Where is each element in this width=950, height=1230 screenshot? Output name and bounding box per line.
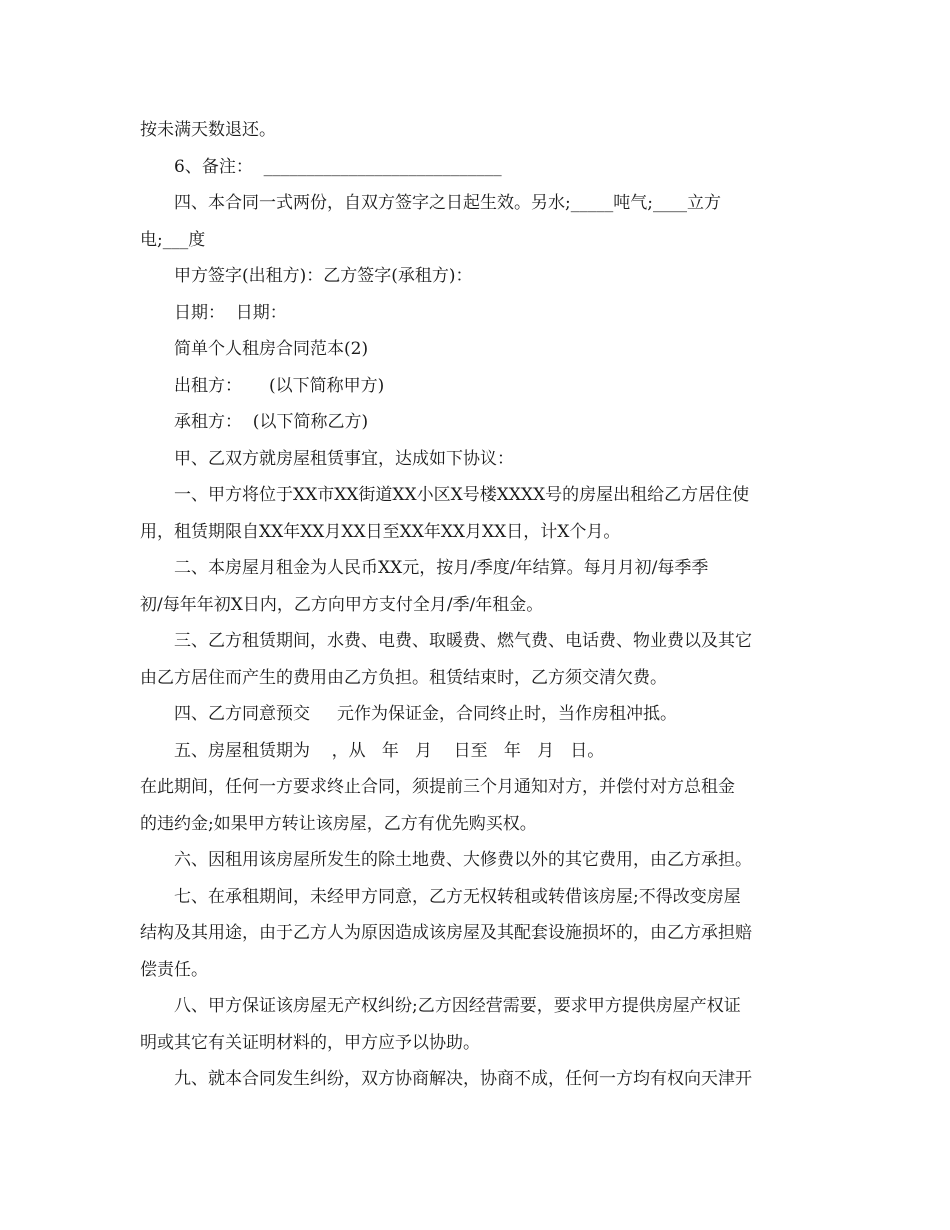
text-line: 电;___度	[140, 229, 206, 250]
text-line: 由乙方居住而产生的费用由乙方负担。租赁结束时，乙方须交清欠费。	[140, 667, 667, 688]
text-line: 甲、乙双方就房屋租赁事宜，达成如下协议：	[174, 448, 514, 469]
text-line: 日期： 日期：	[174, 302, 287, 323]
text-line: 九、就本合同发生纠纷，双方协商解决，协商不成，任何一方均有权向天津开	[174, 1069, 752, 1089]
text-line: 偿责任。	[140, 959, 208, 980]
text-line: 八、甲方保证该房屋无产权纠纷;乙方因经营需要，要求甲方提供房屋产权证	[174, 996, 741, 1016]
text-line: 出租方： (以下简称甲方)	[174, 375, 385, 396]
text-line: 二、本房屋月租金为人民币XX元，按月/季度/年结算。每月月初/每季季	[174, 558, 709, 578]
text-line: 结构及其用途，由于乙方人为原因造成该房屋及其配套设施损坏的，由乙方承担赔	[140, 923, 752, 943]
text-line: 一、甲方将位于XX市XX街道XX小区X号楼XXXX号的房屋出租给乙方居住使	[174, 485, 750, 505]
text-line: 初/每年年初X日内，乙方向甲方支付全月/季/年租金。	[140, 594, 544, 615]
text-line: 按未满天数退还。	[140, 120, 276, 140]
text-line: 6、备注： ____________________________	[174, 156, 502, 177]
text-line: 七、在承租期间，未经甲方同意，乙方无权转租或转借该房屋;不得改变房屋	[174, 886, 741, 907]
text-line: 的违约金;如果甲方转让该房屋，乙方有优先购买权。	[140, 813, 537, 834]
text-line: 用，租赁期限自XX年XX月XX日至XX年XX月XX日，计X个月。	[140, 521, 621, 542]
text-line: 明或其它有关证明材料的，甲方应予以协助。	[140, 1032, 480, 1053]
text-line: 五、房屋租赁期为 ，从 年 月 日至 年 月 日。	[174, 740, 605, 761]
text-line: 承租方： (以下简称乙方)	[174, 412, 369, 432]
document-body	[140, 112, 820, 1098]
text-line: 四、本合同一式两份，自双方签字之日起生效。另水;_____吨气;____立方	[174, 193, 721, 213]
text-line: 甲方签字(出租方)：乙方签字(承租方)：	[174, 266, 473, 286]
text-line: 简单个人租房合同范本(2)	[174, 339, 369, 359]
text-line: 三、乙方租赁期间，水费、电费、取暖费、燃气费、电话费、物业费以及其它	[174, 631, 752, 651]
text-line: 在此期间，任何一方要求终止合同，须提前三个月通知对方，并偿付对方总租金	[140, 777, 735, 797]
text-line: 六、因租用该房屋所发生的除土地费、大修费以外的其它费用，由乙方承担。	[174, 850, 752, 870]
text-line: 四、乙方同意预交 元作为保证金，合同终止时，当作房租冲抵。	[174, 704, 678, 724]
